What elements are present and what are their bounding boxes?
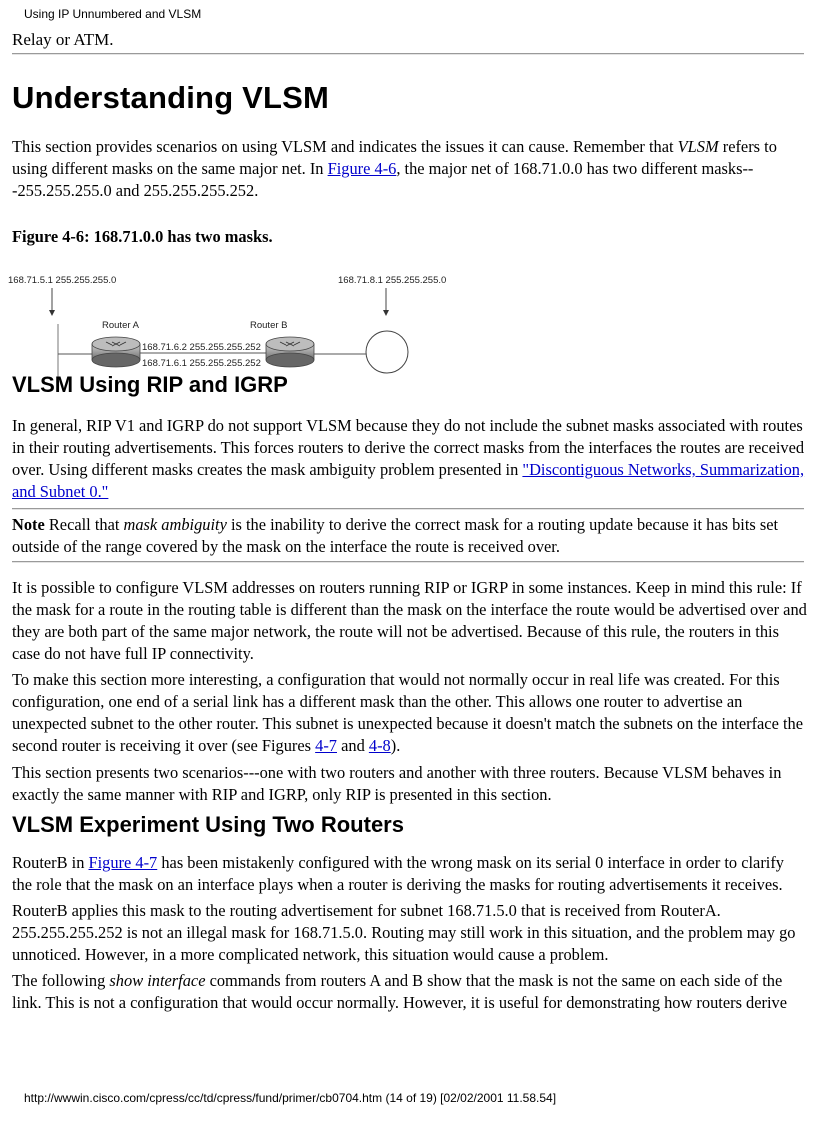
section-title: Understanding VLSM xyxy=(12,80,330,115)
figure-caption: Figure 4-6: 168.71.0.0 has two masks. xyxy=(12,227,273,246)
paragraph-scenarios: This section presents two scenarios---one with two routers and another with three routers. Because VLSM behaves in exactly the same manner with RIP and IGRP, only RIP is presented in this section. xyxy=(12,763,782,804)
heading-rip-igrp: VLSM Using RIP and IGRP xyxy=(12,372,288,397)
paragraph-configuration: To make this section more interesting, a configuration that would not normally occur in real life was created. For this configuration, one end of a serial link has a different mask than the other. This allows one router to advertise an unexpected subnet to the other router. This subnet is unexpected because it doesn't match the subnets on the interface the second router is receiving it over (see Figures 4-7 and 4-8). xyxy=(12,670,803,755)
token-ring-network xyxy=(366,331,408,373)
paragraph-intro: This section provides scenarios on using VLSM and indicates the issues it can cause. Remember that VLSM refers to using different masks on the same major net. In Figure 4-6, the major net of 168.71.0.0 has two different masks---255.255.255.0 and 255.255.255.252. xyxy=(12,137,777,200)
router-b-label: Router B xyxy=(250,320,288,331)
figure-4-7-link[interactable]: Figure 4-7 xyxy=(88,853,158,872)
left-arrow-head xyxy=(49,310,55,316)
divider xyxy=(12,561,804,563)
serial-b-label: 168.71.6.2 255.255.255.252 xyxy=(142,342,261,353)
discontiguous-networks-link[interactable]: "Discontiguous Networks, Summarization, and Subnet 0." xyxy=(12,460,805,501)
heading-two-routers: VLSM Experiment Using Two Routers xyxy=(12,812,404,837)
serial-a-label: 168.71.6.1 255.255.255.252 xyxy=(142,358,261,369)
paragraph-rip-igrp: In general, RIP V1 and IGRP do not support VLSM because they do not include the subnet masks associated with routes in their routing advertisements. This forces routers to derive the correct masks from the interfaces the routes are received over. Using different masks creates the mask ambiguity problem presented in "Discontiguous Networks, Summarization, and Subnet 0." xyxy=(12,416,805,501)
page-footer-url: http://wwwin.cisco.com/cpress/cc/td/cpress/fund/primer/cb0704.htm (14 of 19) [02/02/2001 11.58.54] xyxy=(24,1091,557,1105)
right-arrow-head xyxy=(383,310,389,316)
figure-4-7-link[interactable]: 4-7 xyxy=(315,736,337,755)
right-network-label: 168.71.8.1 255.255.255.0 xyxy=(338,275,447,286)
paragraph-mask-applied: RouterB applies this mask to the routing advertisement for subnet 168.71.5.0 that is received from RouterA. 255.255.255.252 is not an illegal mask for 168.71.5.0. Routing may still work in this situation, and the problem may go unnoticed. However, in a more complicated network, this situation would cause a problem. xyxy=(12,901,796,964)
page-header-title: Using IP Unnumbered and VLSM xyxy=(24,7,202,21)
intro-line: Relay or ATM. xyxy=(12,30,114,49)
router-a-label: Router A xyxy=(102,320,139,331)
router-a-icon xyxy=(92,337,140,367)
left-network-label: 168.71.5.1 255.255.255.0 xyxy=(8,275,117,286)
paragraph-show-interface: The following show interface commands from routers A and B show that the mask is not the same on each side of the link. This is not a configuration that would occur normally. However, it is useful for demonstrating how routers derive xyxy=(12,971,788,1012)
paragraph-vlsm-rule: It is possible to configure VLSM addresses on routers running RIP or IGRP in some instances. Keep in mind this rule: If the mask for a route in the routing table is different than the mask on the interface the route would be advertised over and they are both part of the same major network, the route will not be advertised. Because of this rule, the routers in this case do not have full IP connectivity. xyxy=(12,578,807,663)
router-b-icon xyxy=(266,337,314,367)
note-paragraph: Note Recall that mask ambiguity is the inability to derive the correct mask for a routing update because it has bits set outside of the range covered by the mask on the interface the route is received over. xyxy=(12,515,779,556)
paragraph-routerb: RouterB in Figure 4-7 has been mistakenly configured with the wrong mask on its serial 0 interface in order to clarify the role that the mask on an interface plays when a router is deriving the masks for routing advertisements it receives. xyxy=(12,853,784,894)
divider xyxy=(12,53,804,55)
network-diagram xyxy=(8,272,478,387)
figure-4-6-link[interactable]: Figure 4-6 xyxy=(327,159,397,178)
divider xyxy=(12,508,804,510)
figure-4-8-link[interactable]: 4-8 xyxy=(368,736,391,755)
